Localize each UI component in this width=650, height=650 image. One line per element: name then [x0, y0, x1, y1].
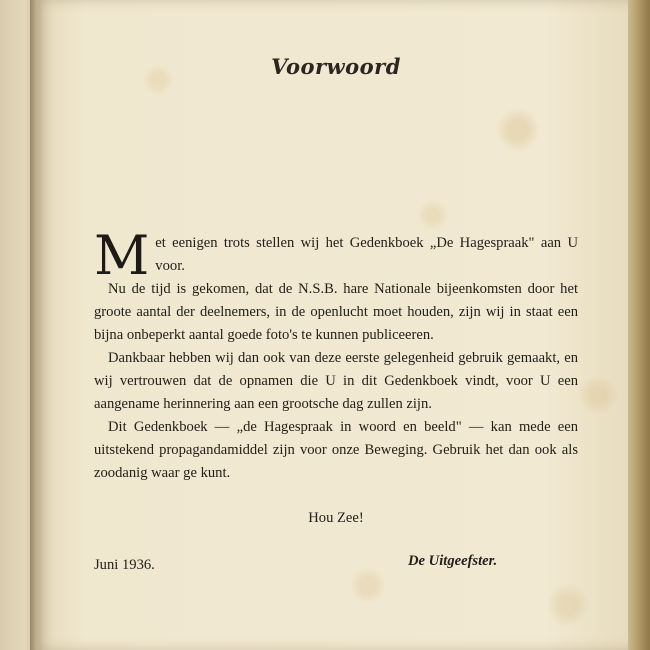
publisher-signature: De Uitgeefster.	[408, 553, 498, 569]
page-stack-edge	[628, 0, 650, 650]
drop-cap-letter: M	[94, 224, 150, 287]
page-title: Voorwoord	[271, 54, 401, 79]
publication-date: Juni 1936.	[94, 557, 155, 573]
paragraph-2: Nu de tijd is gekomen, dat de N.S.B. hare Nationale bijeenkomsten door het groote aantal der deelnemers, in de openlucht moet houden, zijn wij in staat een bijna onbeperkt aantal goede foto's te kunnen publiceeren.	[94, 281, 578, 343]
book-gutter-shadow	[30, 0, 44, 650]
paragraph-3: Dankbaar hebben wij dan ook van deze eerste gelegenheid gebruik gemaakt, en wij vertrouwen dat de opnamen die U in dit Gedenkboek vindt, voor U een aangename herinnering aan een grootsche dag zullen zijn.	[94, 350, 578, 412]
foreword-text	[94, 224, 578, 485]
book-page	[38, 0, 634, 650]
paragraph-4: Dit Gedenkboek — „de Hagespraak in woord en beeld" — kan mede een uitstekend propagandamiddel zijn voor onze Beweging. Gebruik het dan ook als zoodanig waar ge kunt.	[94, 419, 578, 481]
paragraph-1-text: et eenigen trots stellen wij het Gedenkboek „De Hagespraak" aan U voor.	[155, 235, 578, 274]
paragraph-1	[94, 224, 578, 287]
closing-greeting: Hou Zee!	[308, 510, 364, 526]
